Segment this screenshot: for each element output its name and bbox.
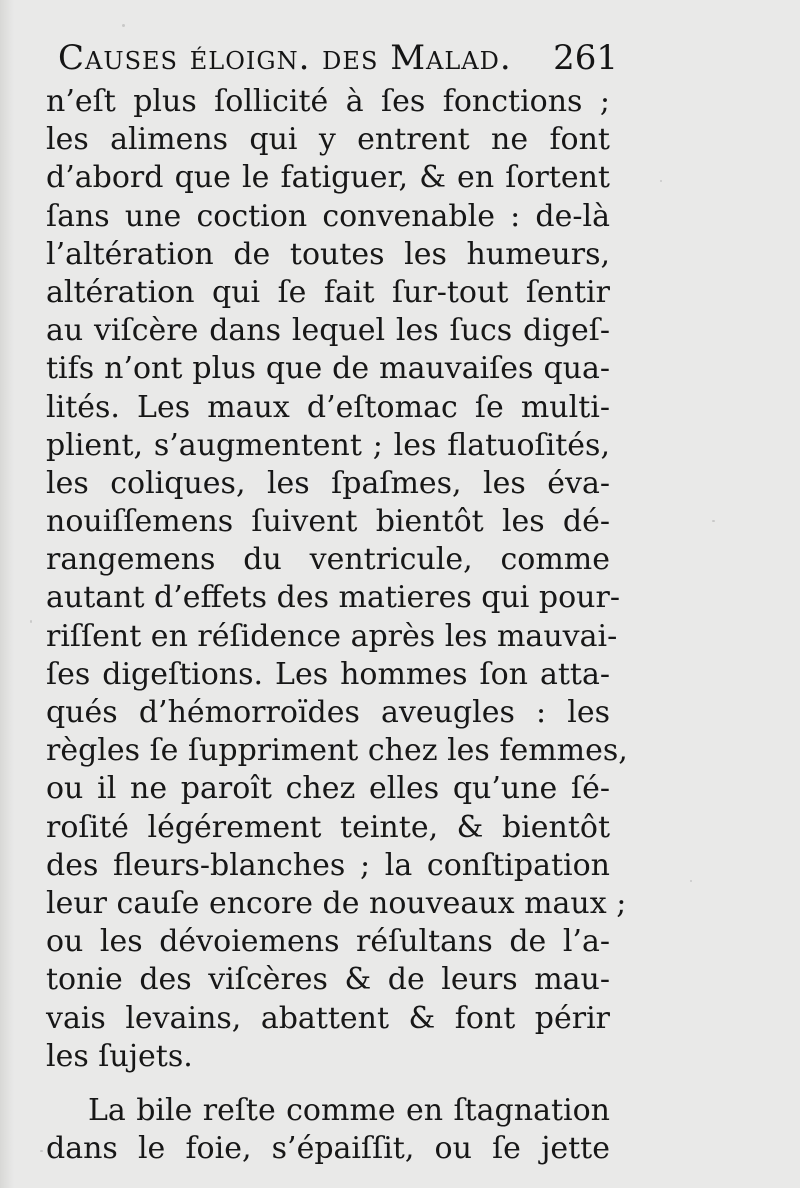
paper-speck	[660, 180, 662, 182]
text-line: altération qui ſe fait ſur-tout ſentir	[46, 274, 610, 310]
text-line: les coliques, les ſpaſmes, les éva-	[46, 465, 610, 501]
text-line: d’abord que le fatiguer, & en ſortent	[46, 160, 610, 196]
paragraph-2	[46, 1092, 610, 1168]
text-line: vais levains, abattent & font périr	[46, 1000, 610, 1036]
text-line: des fleurs-blanches ; la conſtipation	[46, 847, 610, 883]
text-line: ſes digeſtions. Les hommes ſon atta-	[46, 656, 610, 692]
running-head: Causes éloign. des Malad.	[58, 38, 512, 78]
text-line: les alimens qui y entrent ne font	[46, 122, 610, 158]
text-line: tifs n’ont plus que de mauvaiſes qua-	[46, 351, 610, 387]
text-line: ſans une coction convenable : de-là	[46, 198, 610, 234]
page-edge-shadow	[0, 0, 14, 1188]
page-header	[58, 38, 618, 88]
page-number: 261	[553, 38, 618, 78]
text-line: leur cauſe encore de nouveaux maux ;	[46, 885, 627, 921]
text-line: dans le foie, s’épaiſſit, ou ſe jette	[46, 1131, 610, 1167]
text-line: nouiſſemens ſuivent bientôt les dé-	[46, 504, 610, 540]
text-line: ou il ne paroît chez elles qu’une ſé-	[46, 771, 610, 807]
paragraph-1	[46, 83, 628, 1076]
text-line: l’altération de toutes les humeurs,	[46, 236, 610, 272]
body-text	[46, 83, 628, 1168]
paper-speck	[122, 24, 125, 27]
text-line: au viſcère dans lequel les ſucs digeſ-	[46, 313, 610, 349]
text-line: roſité légérement teinte, & bientôt	[46, 809, 610, 845]
paper-speck	[30, 620, 32, 623]
text-line: autant d’effets des matieres qui pour-	[46, 580, 620, 616]
text-line: ou les dévoiemens réſultans de l’a-	[46, 924, 610, 960]
paper-speck	[712, 520, 715, 522]
text-line: règles ſe ſuppriment chez les femmes,	[46, 733, 628, 769]
text-line: lités. Les maux d’eſtomac ſe multi-	[46, 389, 610, 425]
text-line: La bile reſte comme en ſtagnation	[88, 1092, 610, 1128]
paper-speck	[40, 1150, 43, 1152]
paper-speck	[690, 880, 692, 882]
text-line: rangemens du ventricule, comme	[46, 542, 610, 578]
text-line: riſſent en réſidence après les mauvai-	[46, 618, 618, 654]
text-line: tonie des viſcères & de leurs mau-	[46, 962, 610, 998]
text-line: les ſujets.	[46, 1038, 193, 1074]
paragraph-gap	[46, 1076, 610, 1092]
text-line: plient, s’augmentent ; les flatuoſités,	[46, 427, 610, 463]
text-line: n’eſt plus ſollicité à ſes fonctions ;	[46, 84, 610, 119]
text-line: qués d’hémorroïdes aveugles : les	[46, 695, 610, 730]
